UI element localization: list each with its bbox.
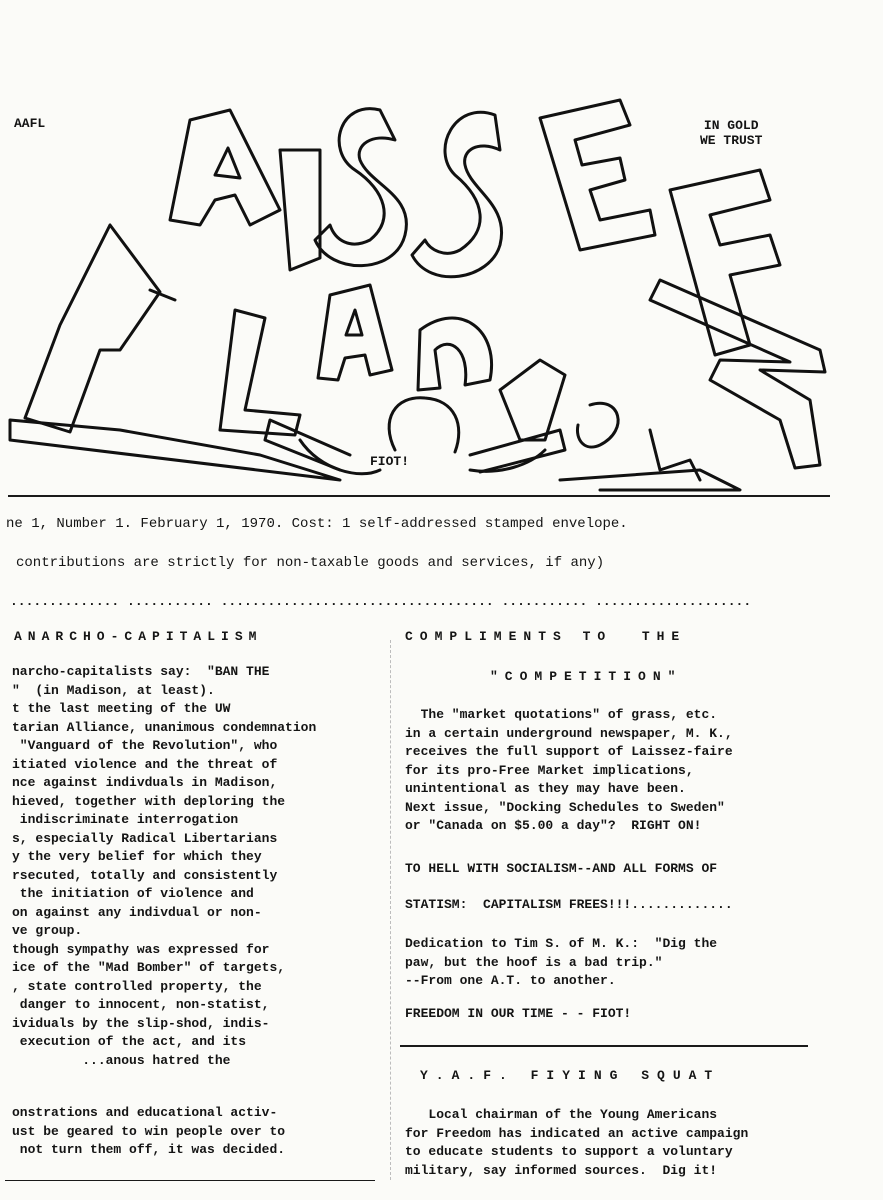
motto-line-2: WE TRUST bbox=[700, 133, 763, 148]
issue-info-line-1: ne 1, Number 1. February 1, 1970. Cost: 1 self-addressed stamped envelope. bbox=[6, 516, 628, 532]
masthead-stamp: FIOT! bbox=[370, 454, 410, 469]
column-gutter bbox=[390, 640, 391, 1180]
issue-info-line-2: contributions are strictly for non-taxable goods and services, if any) bbox=[16, 555, 605, 571]
right-column-title-line-1: COMPLIMENTS TO THE bbox=[405, 629, 687, 644]
left-column-title: ANARCHO-CAPITALISM bbox=[14, 629, 263, 644]
motto-line-1: IN GOLD bbox=[703, 118, 759, 133]
statism-slogan: STATISM: CAPITALISM FREES!!!............. bbox=[405, 897, 733, 912]
dotted-divider: .............. ........... ................................... ........... .................... bbox=[10, 594, 752, 609]
yaf-article-title: Y.A.F. FIYING SQUAT bbox=[420, 1068, 721, 1083]
masthead-logo bbox=[0, 55, 883, 505]
aafl-tag: AAFL bbox=[14, 116, 46, 131]
left-column-body: narcho-capitalists say: "BAN THE " (in Madison, at least). t the last meeting of the UW tarian Alliance, unanimous condemnation "Vanguard of the Revolution", who itiated violence and the threat of nce against indivduals in Madison, hieved, together with deploring the indiscriminate interrogation s, especially Radical Libertarians y the very belief for which they rsecuted, totally and consistently the initiation of violence and on against any indivdual or non- ve group. though sympathy was expressed for ice of the "Mad Bomber" of targets, , state controlled property, the danger to innocent, non-statist, ividuals by the slip-shod, indis- execution of the act, and its ...anous hatred the bbox=[12, 664, 317, 1068]
yaf-article-body: Local chairman of the Young Americans for Freedom has indicated an active campaign to educate students to support a voluntary military, say informed sources. Dig it! bbox=[405, 1107, 749, 1178]
masthead-rule bbox=[8, 495, 830, 497]
left-column-body-continued: onstrations and educational activ- ust be geared to win people over to not turn them off, it was decided. bbox=[12, 1105, 286, 1157]
right-column-rule bbox=[400, 1045, 808, 1047]
compliments-article-body: The "market quotations" of grass, etc. in a certain underground newspaper, M. K., receives the full support of Laissez-faire for its pro-Free Market implications, unintentional as they may have been. Next issue, "Docking Schedules to Sweden" or "Canada on $5.00 a day"? RIGHT ON! bbox=[405, 707, 733, 833]
right-column-title-line-2: "COMPETITION" bbox=[490, 669, 683, 684]
dedication-note: Dedication to Tim S. of M. K.: "Dig the paw, but the hoof is a bad trip." --From one A.T. to another. bbox=[405, 936, 718, 988]
left-column-bottom-rule bbox=[5, 1180, 375, 1181]
socialism-slogan: TO HELL WITH SOCIALISM--AND ALL FORMS OF bbox=[405, 861, 718, 876]
freedom-slogan: FREEDOM IN OUR TIME - - FIOT! bbox=[405, 1006, 632, 1021]
